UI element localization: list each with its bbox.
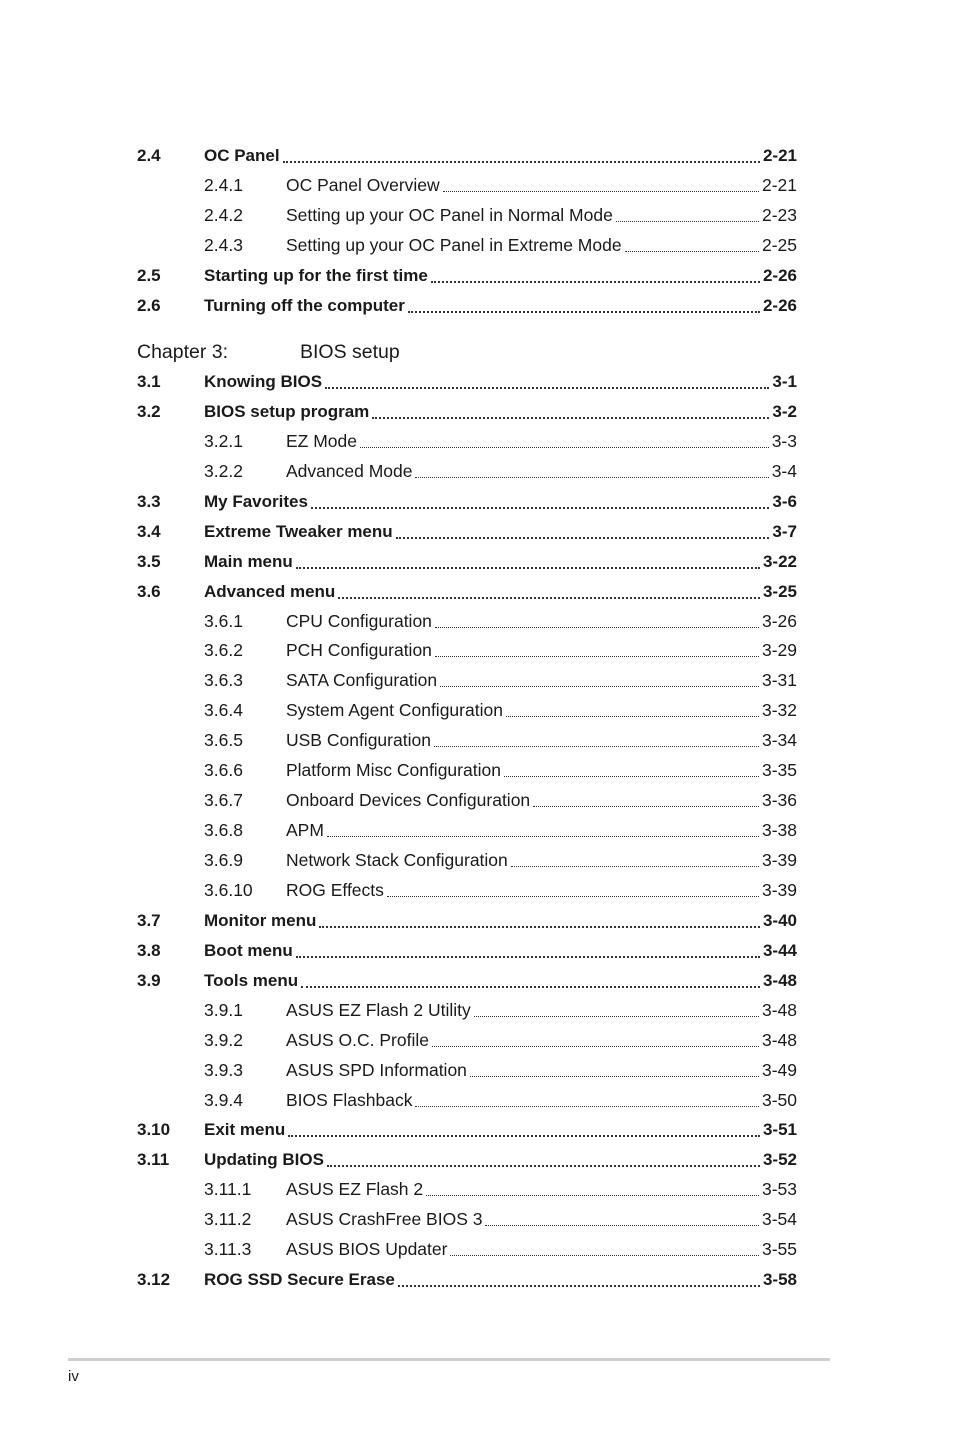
toc-entry[interactable] <box>0 906 954 936</box>
toc-entry-title: Setting up your OC Panel in Normal Mode <box>286 204 613 225</box>
toc-entry-number: 3.2.1 <box>204 430 243 451</box>
toc-entry[interactable] <box>0 1145 954 1175</box>
dot-leader <box>327 836 759 837</box>
toc-entry[interactable] <box>0 966 954 996</box>
toc-entry-number: 3.9.2 <box>204 1029 243 1050</box>
toc-entry[interactable] <box>0 201 954 231</box>
toc-entry-number: 3.6.7 <box>204 790 243 811</box>
toc-entry-number: 2.6 <box>137 295 161 315</box>
toc-entry-number: 3.6.5 <box>204 730 243 751</box>
toc-entry-title: Advanced Mode <box>286 460 413 481</box>
toc-entry-title: Tools menu <box>204 970 299 990</box>
toc-entry-title: ASUS SPD Information <box>286 1059 467 1080</box>
toc-entry-title: Exit menu <box>204 1120 286 1140</box>
toc-entry-title: Advanced menu <box>204 581 336 601</box>
toc-entry[interactable] <box>0 696 954 726</box>
toc-entry-title: Turning off the computer <box>204 295 405 315</box>
dot-leader <box>319 926 760 928</box>
toc-entry-page: 3-22 <box>762 551 797 571</box>
footer-page-number: iv <box>68 1368 79 1385</box>
dot-leader <box>426 1195 759 1196</box>
dot-leader <box>432 1046 759 1047</box>
dot-leader <box>435 656 759 657</box>
toc-entry-page: 3-2 <box>772 401 797 421</box>
toc-entry[interactable] <box>0 996 954 1026</box>
toc-entry[interactable] <box>0 1056 954 1086</box>
toc-entry-number: 3.11.3 <box>204 1239 252 1260</box>
toc-entry[interactable] <box>0 231 954 261</box>
toc-entry-page: 3-48 <box>762 970 797 990</box>
toc-entry[interactable] <box>0 756 954 786</box>
toc-entry-title: ROG Effects <box>286 879 384 900</box>
toc-entry-number: 2.4.1 <box>204 174 243 195</box>
toc-entry-title: Onboard Devices Configuration <box>286 790 531 811</box>
chapter-label: Chapter 3: <box>137 341 229 363</box>
dot-leader <box>372 417 769 419</box>
toc-entry[interactable] <box>0 1205 954 1235</box>
toc-entry-page: 3-49 <box>761 1059 797 1080</box>
toc-entry-page: 3-3 <box>771 430 797 451</box>
dot-leader <box>474 1016 759 1017</box>
toc-entry[interactable] <box>0 1026 954 1056</box>
toc-entry-title: System Agent Configuration <box>286 700 503 721</box>
dot-leader <box>283 161 760 163</box>
toc-entry-number: 3.4 <box>137 521 161 541</box>
toc-entry-page: 3-53 <box>761 1179 797 1200</box>
toc-entry-title: Platform Misc Configuration <box>286 760 501 781</box>
toc-entry[interactable] <box>0 577 954 607</box>
toc-entry-number: 2.4 <box>137 146 161 165</box>
toc-entry-page: 2-26 <box>762 295 797 315</box>
toc-entry-page: 2-25 <box>761 234 797 255</box>
toc-entry-number: 3.7 <box>137 910 161 930</box>
toc-entry-number: 3.11 <box>137 1150 170 1170</box>
toc-entry[interactable] <box>0 786 954 816</box>
toc-entry[interactable] <box>0 636 954 666</box>
toc-entry[interactable] <box>0 726 954 756</box>
toc-entry-title: APM <box>286 820 324 841</box>
toc-entry[interactable] <box>0 1115 954 1145</box>
toc-entry-number: 3.6 <box>137 581 161 601</box>
toc-entry[interactable] <box>0 1086 954 1116</box>
toc-entry-title: ROG SSD Secure Erase <box>204 1270 395 1290</box>
toc-entry-title: OC Panel <box>204 146 280 165</box>
dot-leader <box>506 716 759 717</box>
toc-entry[interactable] <box>0 517 954 547</box>
toc-entry-number: 3.1 <box>137 372 161 391</box>
dot-leader <box>443 191 759 192</box>
toc-entry-title: EZ Mode <box>286 430 357 451</box>
toc-entry[interactable] <box>0 547 954 577</box>
dot-leader <box>408 311 760 313</box>
toc-entry-page: 3-48 <box>761 999 797 1020</box>
toc-entry-number: 2.4.3 <box>204 234 243 255</box>
dot-leader <box>616 221 759 222</box>
toc-entry-title: Knowing BIOS <box>204 372 323 391</box>
toc-entry-number: 2.5 <box>137 265 161 285</box>
toc-entry-number: 3.5 <box>137 551 161 571</box>
toc-entry[interactable] <box>0 427 954 457</box>
toc-entry-title: ASUS O.C. Profile <box>286 1029 429 1050</box>
dot-leader <box>450 1255 759 1256</box>
toc-entry[interactable] <box>0 457 954 487</box>
dot-leader <box>301 986 760 988</box>
toc-entry-title: ASUS BIOS Updater <box>286 1239 448 1260</box>
toc-entry-number: 3.9.3 <box>204 1059 243 1080</box>
dot-leader <box>431 281 760 283</box>
dot-leader <box>288 1135 760 1137</box>
toc-entry[interactable] <box>0 846 954 876</box>
toc-entry-title: BIOS Flashback <box>286 1089 413 1110</box>
toc-entry-page: 3-44 <box>762 940 797 960</box>
dot-leader <box>396 537 769 539</box>
dot-leader <box>398 1285 760 1287</box>
toc-entry-number: 3.9 <box>137 970 161 990</box>
toc-entry-number: 3.6.4 <box>204 700 243 721</box>
toc-entry-number: 3.6.1 <box>204 610 243 631</box>
toc-entry-page: 3-35 <box>761 760 797 781</box>
toc-entry-number: 3.6.3 <box>204 670 243 691</box>
toc-entry-number: 3.6.2 <box>204 640 243 661</box>
toc-entry-number: 3.9.4 <box>204 1089 243 1110</box>
toc-entry-number: 2.4.2 <box>204 204 243 225</box>
toc-entry[interactable] <box>0 607 954 637</box>
dot-leader <box>434 746 759 747</box>
toc-entry-title: USB Configuration <box>286 730 431 751</box>
toc-entry-page: 3-34 <box>761 730 797 751</box>
toc-entry-page: 3-55 <box>761 1239 797 1260</box>
toc-entry-number: 3.3 <box>137 491 161 511</box>
toc-entry[interactable] <box>0 397 954 427</box>
toc-entry-number: 3.10 <box>137 1120 171 1140</box>
toc-entry-number: 3.9.1 <box>204 999 243 1020</box>
toc-entry-title: My Favorites <box>204 491 308 511</box>
toc-entry-page: 2-21 <box>761 174 797 195</box>
toc-entry-title: Extreme Tweaker menu <box>204 521 393 541</box>
toc-group-chapter-3 <box>0 367 954 1295</box>
dot-leader <box>327 1165 760 1167</box>
toc-entry-number: 3.2.2 <box>204 460 243 481</box>
toc-entry-number: 3.6.6 <box>204 760 243 781</box>
toc-entry-page: 3-38 <box>761 820 797 841</box>
dot-leader <box>485 1225 759 1226</box>
toc-entry-title: Updating BIOS <box>204 1150 324 1170</box>
toc-entry-title: Starting up for the first time <box>204 265 428 285</box>
dot-leader <box>435 627 759 628</box>
toc-entry-title: SATA Configuration <box>286 670 438 691</box>
toc-entry-number: 3.11.2 <box>204 1209 252 1230</box>
toc-entry-title: OC Panel Overview <box>286 174 440 195</box>
toc-entry[interactable] <box>0 816 954 846</box>
toc-entry-title: ASUS CrashFree BIOS 3 <box>286 1209 483 1230</box>
toc-entry[interactable] <box>0 666 954 696</box>
toc-entry-title: BIOS setup program <box>204 401 370 421</box>
toc-entry-page: 3-4 <box>771 460 797 481</box>
toc-entry-page: 3-39 <box>761 879 797 900</box>
toc-entry-title: ASUS EZ Flash 2 <box>286 1179 424 1200</box>
toc-entry-page: 3-32 <box>761 700 797 721</box>
toc-entry-title: Monitor menu <box>204 910 317 930</box>
toc-entry[interactable] <box>0 487 954 517</box>
toc-entry-page: 3-1 <box>772 372 797 391</box>
toc-entry-page: 3-6 <box>772 491 797 511</box>
chapter-title: BIOS setup <box>300 341 400 363</box>
toc-entry[interactable] <box>0 1235 954 1265</box>
toc-entry-page: 3-25 <box>762 581 797 601</box>
toc-entry[interactable] <box>0 876 954 906</box>
toc-group-chapter-2 <box>0 141 954 321</box>
toc-entry[interactable] <box>0 1175 954 1205</box>
toc-entry-page: 2-23 <box>761 204 797 225</box>
footer-divider <box>68 1358 830 1361</box>
toc-entry-number: 3.6.9 <box>204 850 243 870</box>
dot-leader <box>387 896 759 897</box>
toc-entry-page: 3-40 <box>762 910 797 930</box>
toc-entry-page: 3-48 <box>761 1029 797 1050</box>
toc-entry[interactable] <box>0 261 954 291</box>
dot-leader <box>415 1106 759 1107</box>
toc-entry-page: 3-58 <box>762 1270 797 1290</box>
toc-entry-page: 2-21 <box>762 146 797 165</box>
toc-entry-page: 3-50 <box>761 1089 797 1110</box>
toc-entry-title: Boot menu <box>204 940 293 960</box>
dot-leader <box>296 567 760 569</box>
toc-entry[interactable] <box>0 171 954 201</box>
toc-entry[interactable] <box>0 367 954 397</box>
dot-leader <box>504 776 759 777</box>
toc-entry-page: 3-26 <box>761 610 797 631</box>
dot-leader <box>470 1076 759 1077</box>
dot-leader <box>311 507 769 509</box>
toc-entry-title: CPU Configuration <box>286 610 432 631</box>
toc-entry[interactable] <box>0 1265 954 1295</box>
toc-entry-page: 3-29 <box>761 640 797 661</box>
dot-leader <box>296 956 760 958</box>
toc-entry-title: ASUS EZ Flash 2 Utility <box>286 999 471 1020</box>
toc-entry-page: 3-52 <box>762 1150 797 1170</box>
chapter-heading <box>137 337 837 367</box>
toc-entry-title: Main menu <box>204 551 293 571</box>
toc-entry[interactable] <box>0 936 954 966</box>
dot-leader <box>533 806 759 807</box>
dot-leader <box>325 387 769 389</box>
dot-leader <box>511 866 759 867</box>
toc-entry-page: 3-54 <box>761 1209 797 1230</box>
toc-entry-title: Network Stack Configuration <box>286 850 508 870</box>
toc-entry-page: 3-36 <box>761 790 797 811</box>
dot-leader <box>338 597 760 599</box>
dot-leader <box>360 447 769 448</box>
toc-entry-page: 3-31 <box>761 670 797 691</box>
dot-leader <box>440 686 759 687</box>
dot-leader <box>625 251 759 252</box>
toc-entry-page: 3-7 <box>772 521 797 541</box>
toc-entry[interactable] <box>0 291 954 321</box>
toc-entry-title: Setting up your OC Panel in Extreme Mode <box>286 234 622 255</box>
toc-entry-page: 2-26 <box>762 265 797 285</box>
toc-entry-number: 3.2 <box>137 401 161 421</box>
dot-leader <box>415 477 769 478</box>
toc-entry-title: PCH Configuration <box>286 640 432 661</box>
toc-entry-number: 3.12 <box>137 1270 171 1290</box>
toc-entry-number: 3.8 <box>137 940 161 960</box>
toc-entry[interactable] <box>0 141 954 171</box>
toc-entry-page: 3-51 <box>762 1120 797 1140</box>
toc-entry-number: 3.11.1 <box>204 1179 252 1200</box>
toc-entry-page: 3-39 <box>761 850 797 870</box>
toc-entry-number: 3.6.8 <box>204 820 243 841</box>
toc-entry-number: 3.6.10 <box>204 879 253 900</box>
